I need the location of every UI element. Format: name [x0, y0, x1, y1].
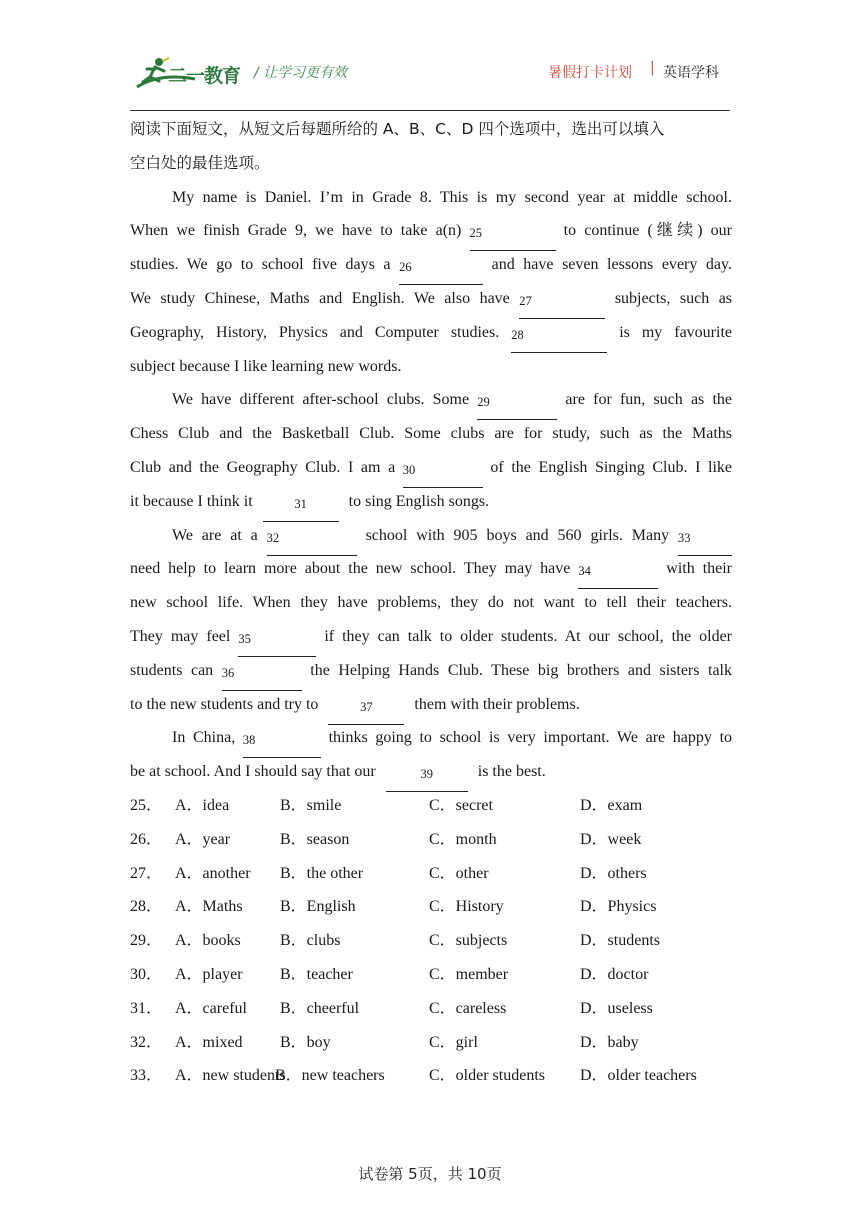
option-a[interactable]: A．books: [175, 932, 241, 950]
question-options: [130, 992, 732, 1026]
question-options: [130, 1026, 732, 1060]
option-b[interactable]: B．teacher: [280, 965, 353, 983]
option-b[interactable]: B．new teachers: [275, 1067, 385, 1085]
passage-text: it because I think it: [130, 492, 253, 510]
option-c[interactable]: C．older students: [429, 1067, 545, 1085]
option-d[interactable]: D．doctor: [580, 965, 649, 983]
instructions-line: 空白处的最佳选项。: [130, 153, 270, 172]
passage-line: [130, 721, 732, 755]
passage-text: the Helping Hands Club. These big brothers and sisters talk: [310, 661, 732, 679]
question-number: 31．: [130, 999, 163, 1017]
passage-text: is the best.: [477, 763, 546, 781]
passage-text: In China,: [172, 729, 236, 747]
question-options: [130, 857, 732, 891]
passage-line: [130, 316, 732, 350]
option-d[interactable]: D．Physics: [580, 898, 657, 916]
passage-text: We study Chinese, Maths and English. We also have: [130, 289, 510, 307]
passage-line: [130, 282, 732, 316]
blank-36[interactable]: 36: [222, 668, 302, 691]
option-c[interactable]: C．girl: [429, 1033, 478, 1051]
option-a[interactable]: A．player: [175, 965, 243, 983]
option-d[interactable]: D．others: [580, 864, 647, 882]
header-separator: |: [650, 60, 655, 76]
option-d[interactable]: D．baby: [580, 1033, 639, 1051]
passage-text: new school life. When they have problems, they do not want to tell their teachers.: [130, 594, 732, 612]
passage-line: [130, 451, 732, 485]
option-c[interactable]: C．month: [429, 830, 497, 848]
question-number: 28．: [130, 898, 163, 916]
passage-line: [130, 688, 732, 722]
passage-text: school with 905 boys and 560 girls. Many: [365, 526, 670, 544]
option-c[interactable]: C．other: [429, 864, 489, 882]
blank-28[interactable]: 28: [511, 330, 607, 353]
question-number: 32．: [130, 1033, 163, 1051]
question-options: [130, 890, 732, 924]
passage-line: [130, 519, 732, 553]
option-c[interactable]: C．History: [429, 898, 504, 916]
option-c[interactable]: C．member: [429, 965, 509, 983]
passage-text: of the English Singing Club. I like: [490, 458, 733, 476]
question-number: 30．: [130, 965, 163, 983]
blank-37[interactable]: 37: [328, 702, 404, 725]
passage-line: [130, 350, 732, 384]
passage-text: be at school. And I should say that our: [130, 763, 376, 781]
option-b[interactable]: B．boy: [280, 1033, 331, 1051]
option-a[interactable]: A．new students: [175, 1067, 286, 1085]
option-c[interactable]: C．subjects: [429, 932, 508, 950]
passage-text: with their: [666, 560, 733, 578]
question-number: 25．: [130, 796, 163, 814]
passage-line: [130, 620, 732, 654]
question-number: 29．: [130, 932, 163, 950]
passage-text: My name is Daniel. I’m in Grade 8. This is my second year at middle school.: [172, 188, 732, 206]
passage-text: them with their problems.: [414, 695, 580, 713]
passage-text: are for fun, such as the: [565, 391, 732, 409]
page-footer: 试卷第 5页，共 10页: [358, 1165, 502, 1183]
option-b[interactable]: B．the other: [280, 864, 364, 882]
option-b[interactable]: B．clubs: [280, 932, 341, 950]
blank-32[interactable]: 32: [267, 533, 357, 556]
option-a[interactable]: A．careful: [175, 999, 247, 1017]
passage-line: [130, 755, 732, 789]
option-d[interactable]: D．students: [580, 932, 661, 950]
option-d[interactable]: D．useless: [580, 999, 653, 1017]
passage-text: Chess Club and the Basketball Club. Some clubs are for study, such as the Maths: [130, 425, 732, 443]
option-d[interactable]: D．exam: [580, 796, 643, 814]
passage-text: to continue (继续) our: [563, 222, 732, 240]
passage-text: to the new students and try to: [130, 695, 319, 713]
question-number: 26．: [130, 830, 163, 848]
blank-38[interactable]: 38: [243, 735, 321, 758]
blank-29[interactable]: 29: [477, 397, 557, 420]
passage-text: subject because I like learning new words.: [130, 357, 402, 375]
question-options: [130, 789, 732, 823]
passage-text: We have different after-school clubs. Some: [172, 391, 470, 409]
passage-text: They may feel: [130, 627, 231, 645]
passage-text: When we finish Grade 9, we have to take a(n): [130, 222, 462, 240]
blank-26[interactable]: 26: [399, 262, 483, 285]
question-options: [130, 924, 732, 958]
passage-text: We are at a: [172, 526, 258, 544]
header-divider: [130, 110, 730, 111]
passage-line: [130, 383, 732, 417]
passage-text: to sing English songs.: [348, 492, 490, 510]
header-subject-label: 英语学科: [663, 65, 719, 81]
passage-text: Geography, History, Physics and Computer studies.: [130, 323, 500, 341]
passage-text: if they can talk to older students. At our school, the older: [324, 627, 733, 645]
passage-text: subjects, such as: [614, 289, 733, 307]
option-c[interactable]: C．careless: [429, 999, 507, 1017]
option-c[interactable]: C．secret: [429, 796, 493, 814]
blank-34[interactable]: 34: [578, 566, 658, 589]
option-a[interactable]: A．idea: [175, 796, 230, 814]
passage-text: and have seven lessons every day.: [491, 256, 732, 274]
blank-30[interactable]: 30: [403, 465, 483, 488]
passage-text: Club and the Geography Club. I am a: [130, 458, 396, 476]
instructions-line: 阅读下面短文，从短文后每题所给的 A、B、C、D 四个选项中，选出可以填入: [130, 120, 665, 138]
option-b[interactable]: B．smile: [280, 796, 342, 814]
passage-line: [130, 552, 732, 586]
passage-text: is my favourite: [619, 323, 732, 341]
blank-33[interactable]: 33: [678, 533, 732, 556]
page-header: [0, 0, 860, 112]
blank-39[interactable]: 39: [386, 769, 468, 792]
blank-27[interactable]: 27: [519, 296, 605, 319]
header-plan-label: 暑假打卡计划: [548, 65, 632, 81]
blank-25[interactable]: 25: [470, 228, 556, 251]
logo-text: 二一教育: [168, 65, 241, 87]
option-a[interactable]: A．year: [175, 830, 231, 848]
blank-35[interactable]: 35: [238, 634, 316, 657]
passage-line: [130, 485, 732, 519]
passage-text: thinks going to school is very important. We are happy to: [328, 729, 733, 747]
passage-line: [130, 248, 732, 282]
passage-text: need help to learn more about the new school. They may have: [130, 560, 571, 578]
passage-line: [130, 654, 732, 688]
option-b[interactable]: B．season: [280, 830, 350, 848]
passage-text: studies. We go to school five days a: [130, 256, 391, 274]
option-b[interactable]: B．English: [280, 898, 356, 916]
question-options: [130, 823, 732, 857]
passage-line: [130, 417, 732, 451]
question-options: [130, 1059, 732, 1093]
passage-line: [130, 586, 732, 620]
question-options: [130, 958, 732, 992]
option-a[interactable]: A．Maths: [175, 898, 243, 916]
option-a[interactable]: A．mixed: [175, 1033, 243, 1051]
passage-line: [130, 214, 732, 248]
header-slogan: / 让学习更有效: [254, 65, 348, 81]
passage-line: [130, 181, 732, 215]
option-a[interactable]: A．another: [175, 864, 251, 882]
option-d[interactable]: D．older teachers: [580, 1067, 697, 1085]
page-content: [130, 113, 732, 1093]
question-number: 27．: [130, 864, 163, 882]
blank-31[interactable]: 31: [263, 499, 339, 522]
question-number: 33．: [130, 1067, 163, 1085]
option-d[interactable]: D．week: [580, 830, 642, 848]
passage-text: students can: [130, 661, 214, 679]
option-b[interactable]: B．cheerful: [280, 999, 360, 1017]
